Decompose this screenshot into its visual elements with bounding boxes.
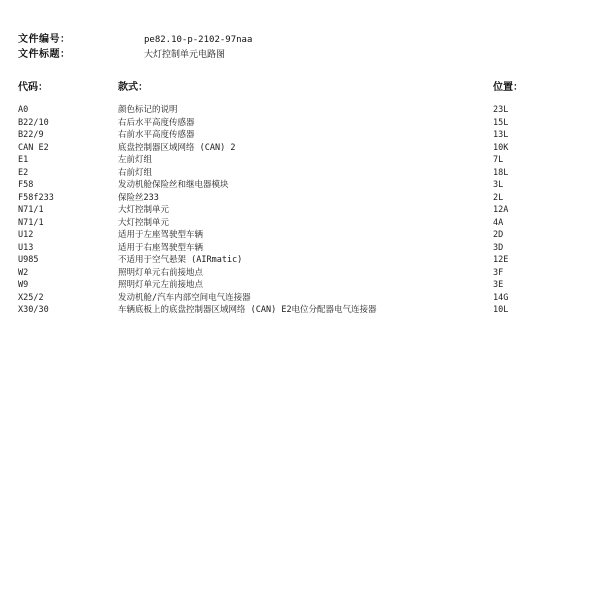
component-position: 14G: [493, 292, 509, 303]
component-position: 3D: [493, 242, 504, 253]
component-code: X30/30: [18, 305, 49, 315]
component-description: 发动机舱/汽车内部空间电气连接器: [118, 292, 251, 303]
component-position: 15L: [493, 117, 509, 128]
component-description: 右前水平高度传感器: [118, 130, 195, 140]
component-code: CAN E2: [18, 142, 49, 153]
table-row: [18, 292, 588, 305]
component-code: U985: [18, 255, 39, 265]
table-row: [18, 142, 588, 155]
table-row: [18, 154, 588, 167]
component-code: B22/9: [18, 130, 44, 140]
component-code: X25/2: [18, 292, 44, 303]
component-list: [18, 104, 588, 317]
component-position: 3E: [493, 280, 504, 290]
table-row: [18, 179, 588, 192]
table-row: [18, 204, 588, 217]
component-position: 10L: [493, 305, 509, 315]
table-header: [18, 81, 588, 95]
header-code: 代码：: [18, 82, 48, 93]
component-code: B22/10: [18, 117, 49, 128]
component-position: 3F: [493, 267, 504, 278]
table-row: [18, 129, 588, 142]
document-title-label: 文件标题：: [18, 49, 71, 60]
header-position: 位置：: [493, 82, 523, 93]
document-number-label: 文件编号：: [18, 34, 71, 45]
component-description: 颜色标记的说明: [118, 105, 178, 115]
component-code: E2: [18, 167, 29, 178]
component-code: N71/1: [18, 217, 44, 228]
component-description: 适用于右座驾驶型车辆: [118, 242, 204, 253]
component-description: 右后水平高度传感器: [118, 117, 195, 128]
component-description: 底盘控制器区域网络 (CAN) 2: [118, 142, 236, 153]
component-code: W9: [18, 280, 29, 290]
component-code: A0: [18, 105, 29, 115]
component-code: F58: [18, 180, 34, 190]
component-description: 发动机舱保险丝和继电器模块: [118, 180, 229, 190]
table-row: [18, 104, 588, 117]
component-position: 23L: [493, 105, 509, 115]
component-code: U12: [18, 230, 34, 240]
component-description: 适用于左座驾驶型车辆: [118, 230, 204, 240]
component-description: 保险丝233: [118, 192, 159, 203]
component-description: 车辆底板上的底盘控制器区域网络 (CAN) E2电位分配器电气连接器: [118, 305, 377, 315]
component-position: 3L: [493, 180, 504, 190]
component-code: N71/1: [18, 205, 44, 215]
component-code: E1: [18, 155, 29, 165]
table-row: [18, 279, 588, 292]
component-position: 13L: [493, 130, 509, 140]
table-row: [18, 217, 588, 230]
document-number-value: pe82.10-p-2102-97naa: [144, 35, 253, 45]
table-row: [18, 117, 588, 130]
component-description: 左前灯组: [118, 155, 153, 165]
component-code: U13: [18, 242, 34, 253]
table-row: [18, 167, 588, 180]
document-title-value: 大灯控制单元电路图: [144, 50, 226, 60]
component-position: 2L: [493, 192, 504, 203]
table-row: [18, 192, 588, 205]
component-position: 12A: [493, 205, 509, 215]
component-position: 12E: [493, 255, 509, 265]
table-row: [18, 229, 588, 242]
table-row: [18, 267, 588, 280]
component-position: 10K: [493, 142, 509, 153]
component-code: W2: [18, 267, 29, 278]
table-row: [18, 242, 588, 255]
component-code: F58f233: [18, 192, 54, 203]
component-position: 4A: [493, 217, 504, 228]
component-description: 右前灯组: [118, 167, 153, 178]
component-position: 2D: [493, 230, 504, 240]
component-position: 7L: [493, 155, 504, 165]
component-description: 不适用于空气悬架 (AIRmatic): [118, 255, 243, 265]
component-description: 照明灯单元右前接地点: [118, 267, 204, 278]
component-position: 18L: [493, 167, 509, 178]
table-row: [18, 254, 588, 267]
header-description: 款式：: [118, 82, 148, 93]
table-row: [18, 304, 588, 317]
component-description: 大灯控制单元: [118, 205, 170, 215]
component-description: 照明灯单元左前接地点: [118, 280, 204, 290]
component-description: 大灯控制单元: [118, 217, 170, 228]
